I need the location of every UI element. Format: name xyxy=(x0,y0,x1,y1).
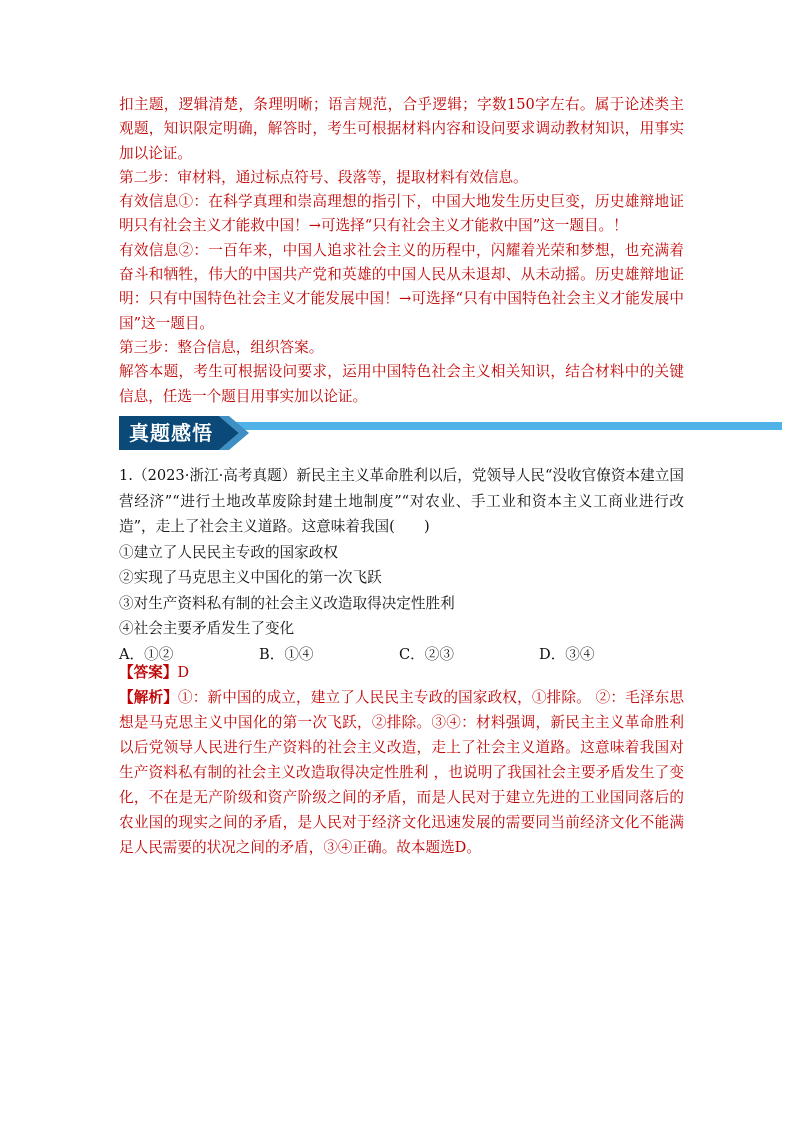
question-item-4: ④社会主要矛盾发生了变化 xyxy=(119,620,295,637)
answer-block xyxy=(119,660,684,860)
answer-value: D xyxy=(177,664,190,681)
question-item-3: ③对生产资料私有制的社会主义改造取得决定性胜利 xyxy=(119,594,455,612)
question-block xyxy=(119,463,684,668)
option-d: D．③④ xyxy=(539,645,595,663)
analysis-continuation xyxy=(119,93,684,409)
question-item-1: ①建立了人民民主专政的国家政权 xyxy=(119,543,338,561)
analysis-step-two: 第二步：审材料，通过标点符号、段落等，提取材料有效信息。 xyxy=(119,168,528,186)
effective-info-2: 有效信息②：一百年来，中国人追求社会主义的历程中，闪耀着光荣和梦想，也充满着奋斗和牺牲，伟大的中国共产党和英雄的中国人民从未退却、从未动摇。历史雄辩地证明：只有中国特色社会主义才能发展中国！→可选择“只有中国特色社会主义才能发展中国”这一题目。 xyxy=(119,241,684,332)
analysis-conclusion: 解答本题，考生可根据设问要求，运用中国特色社会主义相关知识，结合材料中的关键信息，任选一个题目用事实加以论证。 xyxy=(119,363,684,405)
section-header-banner xyxy=(119,416,782,450)
section-title: 真题感悟 xyxy=(129,421,213,445)
answer-label: 【答案】 xyxy=(119,664,178,681)
option-b: B．①④ xyxy=(259,645,314,663)
analysis-text: ①：新中国的成立，建立了人民民主专政的国家政权，①排除。 ②：毛泽东思想是马克思主义中国化的第一次飞跃，②排除。③④：材料强调，新民主主义革命胜利以后党领导人民进行生产资料的社会主义改造，走上了社会主义道路。这意味着我国对生产资料私有制的社会主义改造取得决定性胜利 ，也说明了我国社会主要矛盾发生了变化，不在是无产阶级和资产阶级之间的矛盾，而是人民对于建立先进的工业国同落后的农业国的现实之间的矛盾，是人民对于经济文化迅速发展的需要同当前经济文化不能满足人民需要的状况之间的矛盾，③④正确。故本题选D。 xyxy=(119,689,684,856)
option-c: C．②③ xyxy=(399,645,454,663)
answer-line xyxy=(119,660,684,685)
analysis-step-three: 第三步：整合信息，组织答案。 xyxy=(119,338,324,356)
effective-info-1: 有效信息①：在科学真理和崇高理想的指引下，中国大地发生历史巨变，历史雄辩地证明只有社会主义才能救中国！→可选择“只有社会主义才能救中国”这一题目。！ xyxy=(119,193,684,235)
analysis-label: 【解析】 xyxy=(119,689,178,706)
question-stem: 1.（2023·浙江·高考真题）新民主主义革命胜利以后，党领导人民“没收官僚资本建立国营经济”“进行土地改革废除封建土地制度”“对农业、手工业和资本主义工商业进行改造”，走上了社会主义道路。这意味着我国( ) xyxy=(119,467,684,535)
analysis-paragraph-1: 扣主题，逻辑清楚，条理明晰；语言规范，合乎逻辑；字数150字左右。属于论述类主观题，知识限定明确，解答时，考生可根据材料内容和设问要求调动教材知识，用事实加以论证。 xyxy=(119,96,684,162)
option-a: A．①② xyxy=(119,645,174,663)
analysis-paragraph xyxy=(119,685,684,860)
question-item-2: ②实现了马克思主义中国化的第一次飞跃 xyxy=(119,569,382,586)
banner-graphic xyxy=(119,416,782,450)
